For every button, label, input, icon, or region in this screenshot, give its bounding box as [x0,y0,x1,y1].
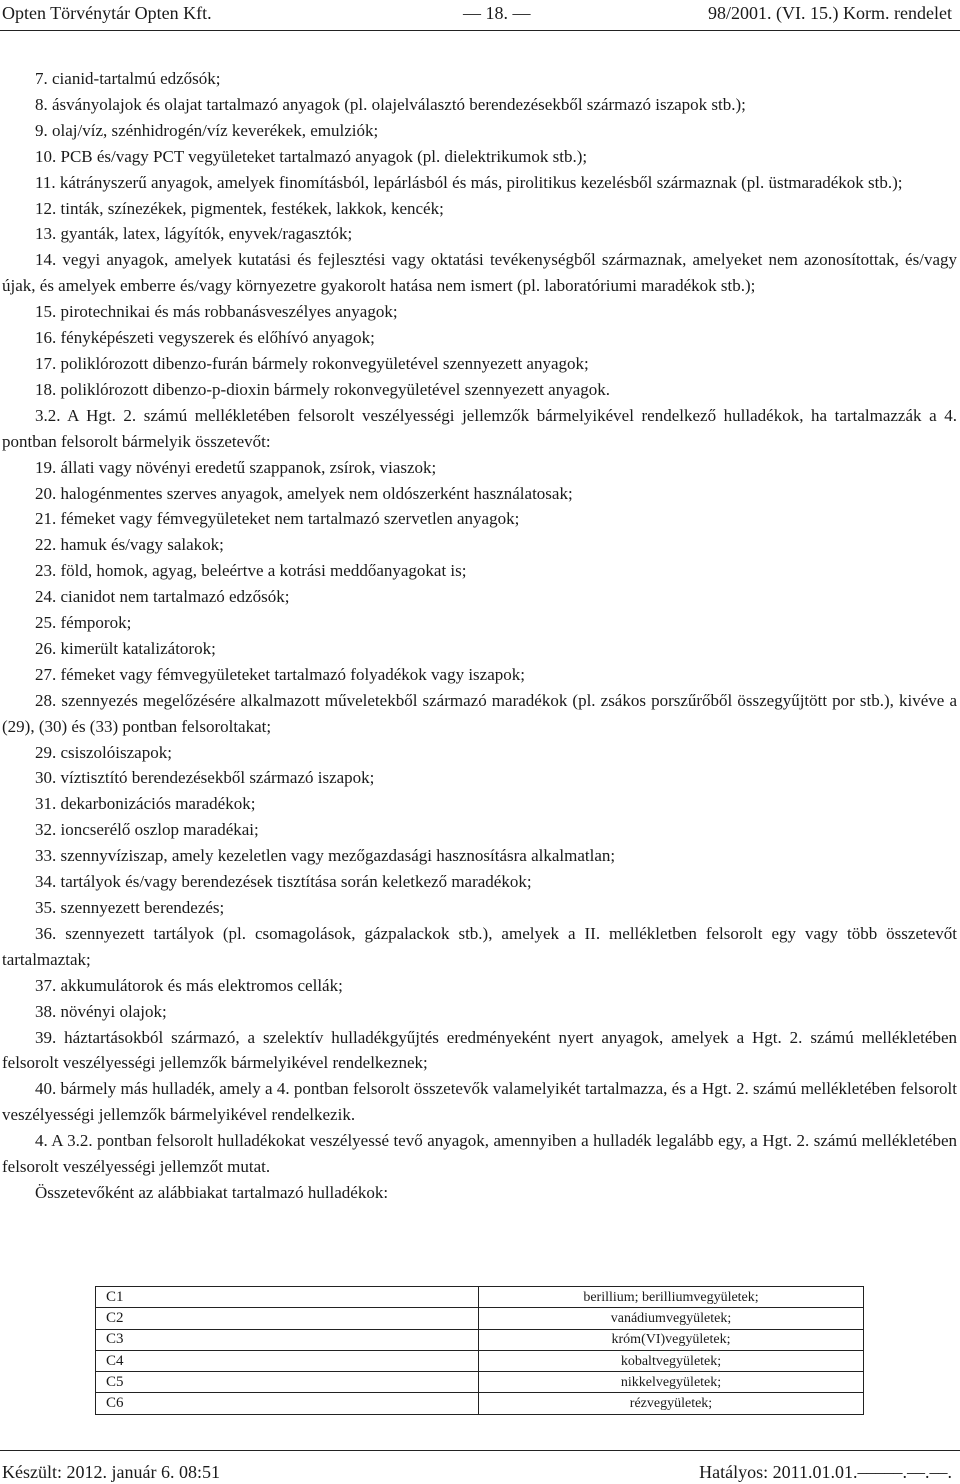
document-body [2,66,957,1206]
component-code: C6 [96,1393,479,1414]
list-item: 30. víztisztító berendezésekből származó iszapok; [35,768,375,788]
list-item: 9. olaj/víz, szénhidrogén/víz keverékek, emulziók; [35,120,379,140]
list-item: 34. tartályok és/vagy berendezések tisztítása során keletkező maradékok; [35,872,532,892]
list-item: 32. ioncserélő oszlop maradékai; [35,820,259,840]
list-item: 3.2. A Hgt. 2. számú mellékletében felsorolt veszélyességi jellemzők bármelyikével rendelkező hulladékok, ha tartalmazzák a 4. pontban felsorolt bármelyik összetevőt: [2,405,957,451]
list-item: 40. bármely más hulladék, amely a 4. pontban felsorolt összetevők valamelyikét tartalmazza, és a Hgt. 2. számú mellékletében felsorolt veszélyességi jellemzők bármelyikével rendelkezik. [2,1079,957,1125]
list-item: 20. halogénmentes szerves anyagok, amelyek nem oldószerként használatosak; [35,483,573,503]
list-item: 8. ásványolajok és olajat tartalmazó anyagok (pl. olajelválasztó berendezésekből származó iszapok stb.); [35,94,746,114]
component-name: nikkelvegyületek; [479,1372,864,1393]
list-item: 22. hamuk és/vagy salakok; [35,535,224,555]
list-item: 37. akkumulátorok és más elektromos cellák; [35,975,343,995]
list-item: 16. fényképészeti vegyszerek és előhívó anyagok; [35,328,375,348]
list-item: 36. szennyezett tartályok (pl. csomagolások, gázpalackok stb.), amelyek a II. mellékletben felsorolt egy vagy több összetevőt tartalmaztak; [2,923,957,969]
list-item: 23. föld, homok, agyag, beleértve a kotrási meddőanyagokat is; [35,561,467,581]
component-code: C2 [96,1308,479,1329]
component-code: C1 [96,1287,479,1308]
list-item: 18. poliklórozott dibenzo-p-dioxin bármely rokonvegyületével szennyezett anyagok. [35,379,610,399]
header-page-number: — 18. — [463,3,531,23]
component-code: C3 [96,1329,479,1350]
component-name: króm(VI)vegyületek; [479,1329,864,1350]
table-row [96,1372,864,1393]
list-item: 29. csiszolóiszapok; [35,742,172,762]
list-item: 19. állati vagy növényi eredetű szappanok, zsírok, viaszok; [35,457,437,477]
list-item: 35. szennyezett berendezés; [35,898,225,917]
component-name: rézvegyületek; [479,1393,864,1414]
component-name: berillium; berilliumvegyületek; [479,1287,864,1308]
list-item: 24. cianidot nem tartalmazó edzősók; [35,587,290,607]
list-item: 17. poliklórozott dibenzo-furán bármely rokonvegyületével szennyezett anyagok; [35,353,589,373]
header-rule [0,30,960,31]
list-item: 12. tinták, színezékek, pigmentek, festékek, lakkok, kencék; [35,198,444,218]
list-item: 31. dekarbonizációs maradékok; [35,794,256,814]
footer-rule [0,1450,960,1451]
list-item: 25. fémporok; [35,613,132,633]
component-name: vanádiumvegyületek; [479,1308,864,1329]
page-header [0,0,960,30]
footer-effective: Hatályos: 2011.01.01.–––––.––.––. [699,1462,952,1482]
component-code: C5 [96,1372,479,1393]
page-footer [0,1450,960,1484]
list-item: 4. A 3.2. pontban felsorolt hulladékokat veszélyessé tevő anyagok, amennyiben a hulladék legalább egy, a Hgt. 2. számú mellékletében felsorolt veszélyességi jellemzőt mutat. [2,1131,957,1177]
component-name: kobaltvegyületek; [479,1350,864,1371]
list-item: 39. háztartásokból származó, a szelektív hulladékgyűjtés eredményeként nyert anyagok, amelyek a Hgt. 2. számú mellékletében felsorolt veszélyességi jellemzők bármelyikével rendelkeznek; [2,1027,957,1073]
table-row [96,1287,864,1308]
list-item: 38. növényi olajok; [35,1001,167,1021]
list-item: 33. szennyvíziszap, amely kezeletlen vagy mezőgazdasági hasznosításra alkalmatlan; [35,846,616,866]
table-row [96,1329,864,1350]
list-item: 15. pirotechnikai és más robbanásveszélyes anyagok; [35,302,398,322]
list-item: 21. fémeket vagy fémvegyületeket nem tartalmazó szervetlen anyagok; [35,509,520,529]
table-row [96,1350,864,1371]
header-document-title: 98/2001. (VI. 15.) Korm. rendelet [708,3,952,23]
list-item: 27. fémeket vagy fémvegyületeket tartalmazó folyadékok vagy iszapok; [35,664,525,684]
list-item: 10. PCB és/vagy PCT vegyületeket tartalmazó anyagok (pl. dielektrikumok stb.); [35,146,588,166]
component-code: C4 [96,1350,479,1371]
list-item: 11. kátrányszerű anyagok, amelyek finomításból, lepárlásból és más, pirolitikus kezelésből származnak (pl. üstmaradékok stb.); [35,172,903,192]
list-item: 14. vegyi anyagok, amelyek kutatási és fejlesztési vagy oktatási tevékenységből származnak, amelyeket nem azonosítottak, és/vagy újak, és amelyek emberre és/vagy környezetre gyakorolt hatása nem ismert (pl. laboratóriumi maradékok stb.); [2,250,957,296]
list-item: 26. kimerült katalizátorok; [35,638,216,658]
component-table [95,1286,864,1415]
footer-created: Készült: 2012. január 6. 08:51 [2,1462,220,1482]
list-item: 13. gyanták, latex, lágyítók, enyvek/ragasztók; [35,224,353,244]
list-item: Összetevőként az alábbiakat tartalmazó hulladékok: [35,1182,389,1202]
table-row [96,1308,864,1329]
table-row [96,1393,864,1414]
list-item: 28. szennyezés megelőzésére alkalmazott műveletekből származó maradékok (pl. zsákos porszűrőből összegyűjtött por stb.), kivéve a (29), (30) és (33) pontban felsoroltakat; [2,690,957,736]
header-publisher: Opten Törvénytár Opten Kft. [2,3,212,23]
list-item: 7. cianid-tartalmú edzősók; [35,69,221,88]
